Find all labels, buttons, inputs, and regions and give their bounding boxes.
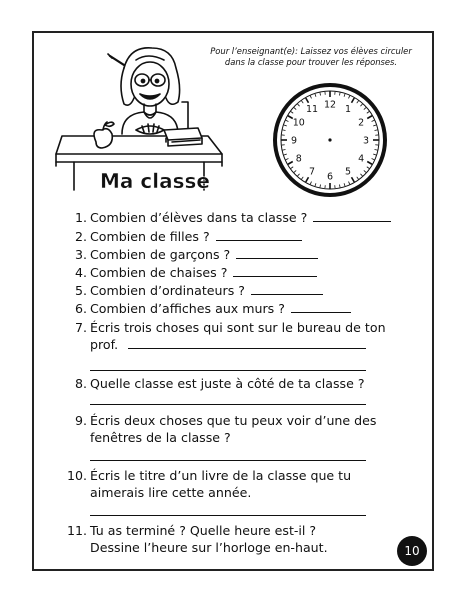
clock-tick: [339, 185, 340, 188]
clock-tick: [364, 170, 366, 172]
clock-number: 6: [326, 171, 334, 183]
question-9: [74, 412, 377, 446]
question-text: Combien de filles ?: [90, 229, 210, 244]
clock-tick: [291, 167, 293, 169]
clock-tick: [306, 98, 309, 103]
clock-tick: [310, 96, 311, 99]
clock-tick: [352, 177, 355, 182]
clock-number: 4: [358, 153, 365, 165]
page-number-badge: 10: [397, 536, 427, 566]
clock-tick: [339, 93, 340, 96]
clock-number: 5: [344, 166, 352, 178]
question-number: 8.: [74, 376, 87, 391]
question-number: 3.: [74, 247, 87, 262]
question-7: [74, 319, 386, 353]
clock-tick: [301, 177, 303, 179]
question-number: 11.: [66, 523, 87, 538]
clock-tick: [284, 125, 287, 126]
question-3: [74, 246, 318, 263]
clock-number: 11: [305, 104, 319, 116]
question-text-cont: Dessine l’heure sur l’horloge en-haut.: [90, 540, 328, 555]
clock-tick: [360, 174, 362, 176]
question-number: 5.: [74, 283, 87, 298]
question-1: [74, 209, 391, 226]
clock-tick: [349, 96, 350, 99]
question-text: Combien d’ordinateurs ?: [90, 283, 245, 298]
answer-line[interactable]: [251, 293, 323, 295]
clock-tick: [320, 185, 321, 188]
question-number: 1.: [74, 210, 87, 225]
answer-line[interactable]: [233, 275, 317, 277]
clock-tick: [310, 182, 311, 185]
clock-tick: [286, 159, 289, 160]
clock-number: 8: [295, 153, 302, 165]
question-6: [74, 300, 351, 317]
question-text: Quelle classe est juste à côté de ta classe ?: [90, 376, 365, 391]
question-text: Combien de chaises ?: [90, 265, 228, 280]
clock-tick: [298, 104, 300, 106]
clock-tick: [301, 101, 303, 103]
teacher-note-line-2: dans la classe pour trouver les réponses.: [224, 56, 398, 67]
question-text: Écris deux choses que tu peux voir d’une des: [90, 413, 377, 428]
question-number: 9.: [74, 413, 87, 428]
clock-tick: [284, 154, 287, 155]
clock-number: 1: [344, 104, 352, 116]
clock-tick: [294, 170, 296, 172]
question-5: [74, 282, 323, 299]
clock-number: 7: [308, 166, 316, 178]
clock-tick: [288, 162, 293, 165]
clock-tick: [352, 98, 355, 103]
clock-number: 10: [292, 117, 305, 129]
clock-tick: [294, 108, 296, 110]
question-8: [74, 375, 365, 392]
teacher-desk-illustration: [52, 38, 232, 198]
clock-tick: [367, 116, 372, 119]
question-text: Tu as terminé ? Quelle heure est-il ?: [90, 523, 317, 538]
clock-tick: [320, 93, 321, 96]
clock-tick: [283, 149, 286, 150]
clock-tick: [373, 125, 376, 126]
question-text-cont: prof.: [90, 337, 119, 352]
question-text: Combien de garçons ?: [90, 247, 231, 262]
answer-line[interactable]: [90, 404, 366, 405]
clock-number: 9: [290, 135, 298, 147]
question-text-cont: aimerais lire cette année.: [90, 485, 252, 500]
clock-tick: [286, 120, 289, 121]
answer-line[interactable]: [291, 311, 351, 313]
question-number: 10.: [66, 468, 87, 483]
clock-tick: [375, 130, 378, 131]
clock-tick: [349, 182, 350, 185]
answer-line[interactable]: [236, 257, 318, 259]
clock-tick: [357, 101, 359, 103]
clock-tick: [367, 162, 372, 165]
question-2: [74, 228, 302, 245]
clock-tick: [344, 183, 345, 186]
clock-tick: [283, 130, 286, 131]
page-title: Ma classe: [100, 169, 210, 193]
clock-tick: [315, 183, 316, 186]
clock-tick: [373, 154, 376, 155]
clock-tick: [364, 108, 366, 110]
question-text: Combien d’affiches aux murs ?: [90, 301, 285, 316]
question-10: [66, 467, 352, 501]
clock-tick: [357, 177, 359, 179]
question-11: [66, 522, 328, 556]
question-text-cont: fenêtres de la classe ?: [90, 430, 231, 445]
clock-tick: [372, 120, 375, 121]
answer-line[interactable]: [90, 370, 366, 371]
answer-line[interactable]: [216, 239, 302, 241]
answer-line[interactable]: [128, 347, 366, 349]
clock-center: [328, 138, 331, 141]
clock: [272, 82, 388, 198]
answer-line[interactable]: [90, 515, 366, 516]
question-text: Écris le titre d’un livre de la classe que tu: [90, 468, 352, 483]
question-number: 6.: [74, 301, 87, 316]
question-text: Combien d’élèves dans ta classe ?: [90, 210, 308, 225]
clock-number: 2: [358, 117, 365, 129]
clock-number: 12: [323, 99, 337, 111]
clock-number: 3: [362, 135, 370, 147]
teacher-note-line-1: Pour l’enseignant(e): Laissez vos élèves circuler: [210, 46, 412, 56]
clock-tick: [375, 149, 378, 150]
clock-tick: [367, 111, 369, 113]
clock-tick: [360, 104, 362, 106]
question-4: [74, 264, 317, 281]
question-text: Écris trois choses qui sont sur le bureau de ton: [90, 320, 386, 335]
question-number: 4.: [74, 265, 87, 280]
clock-tick: [372, 159, 375, 160]
question-number: 7.: [74, 320, 87, 335]
answer-line[interactable]: [313, 220, 391, 222]
teacher-note: [200, 46, 422, 67]
clock-tick: [344, 94, 345, 97]
clock-tick: [291, 111, 293, 113]
clock-tick: [315, 94, 316, 97]
question-number: 2.: [74, 229, 87, 244]
answer-line[interactable]: [90, 460, 366, 461]
clock-tick: [306, 177, 309, 182]
clock-tick: [298, 174, 300, 176]
clock-tick: [367, 167, 369, 169]
